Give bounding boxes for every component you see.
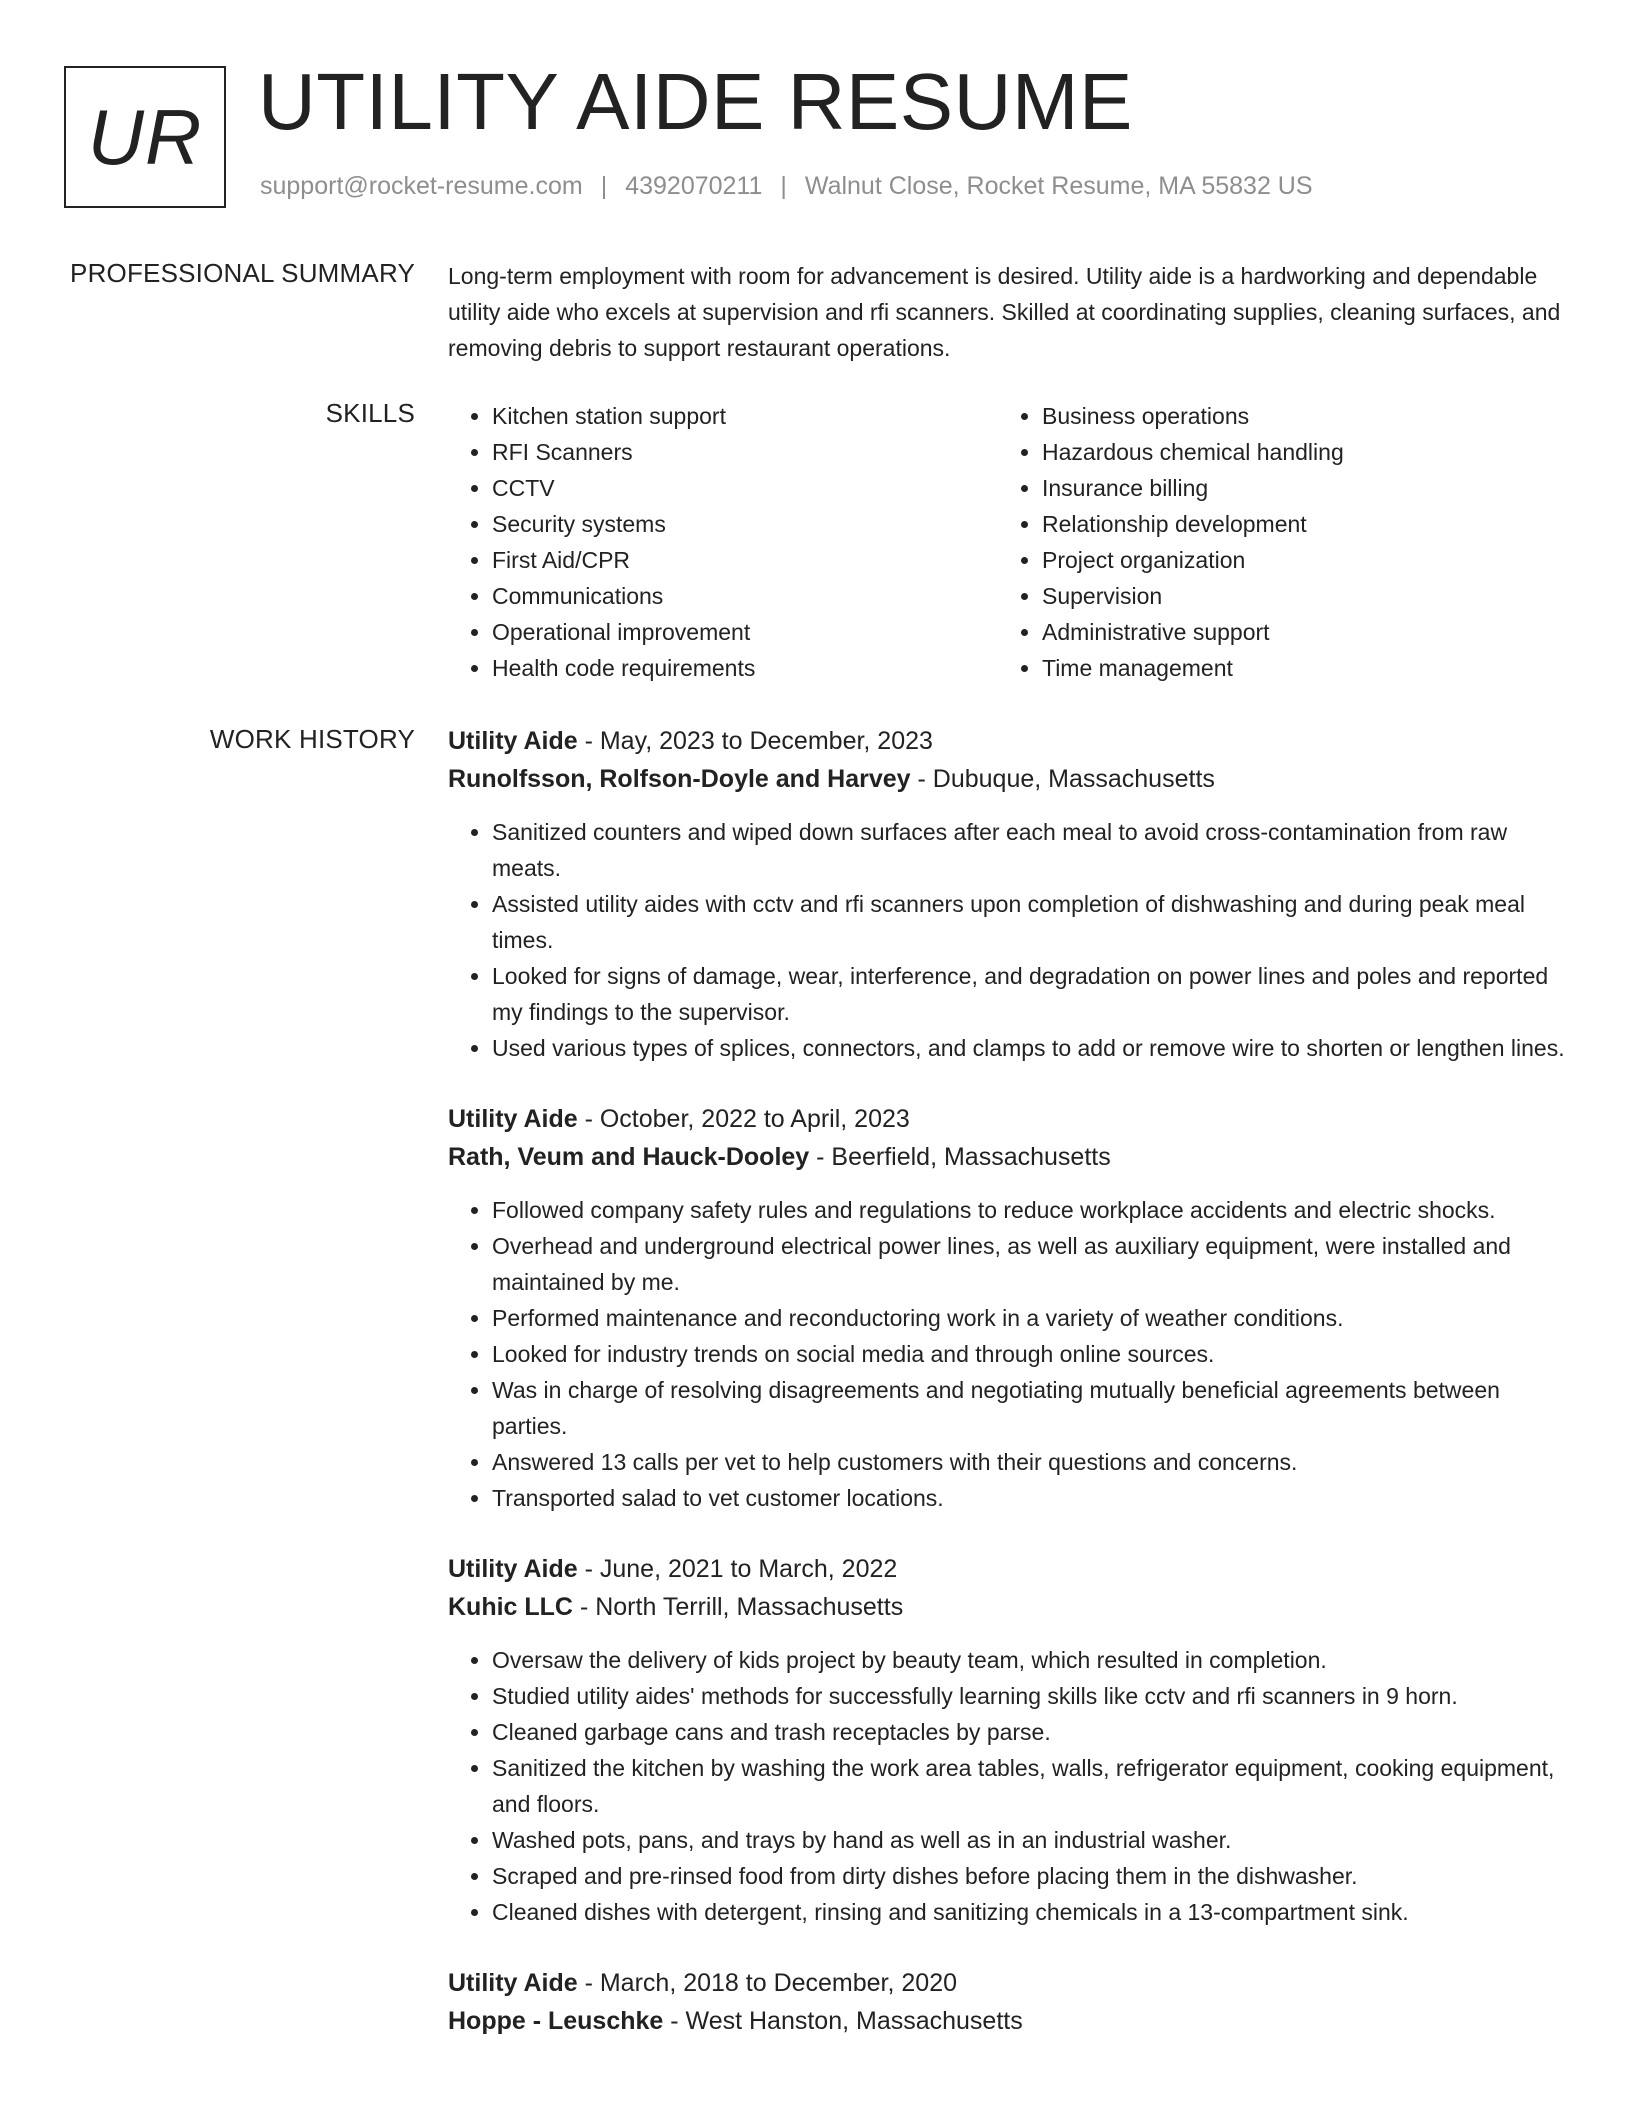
skill-item: • CCTV (492, 470, 998, 506)
skill-item: • Supervision (1042, 578, 1548, 614)
job-bullet: • Sanitized counters and wiped down surfaces after each meal to avoid cross-contamination from raw meats. (492, 814, 1568, 886)
summary-text: Long-term employment with room for advancement is desired. Utility aide is a hardworking and dependable utility aide who excels at supervision and rfi scanners. Skilled at coordinating supplies, cleaning surfaces, and removing debris to support restaurant operations. (448, 263, 1561, 361)
job-bullet: • Looked for industry trends on social media and through online sources. (492, 1336, 1568, 1372)
skill-item: • Business operations (1042, 398, 1548, 434)
job-dates: - October, 2022 to April, 2023 (577, 1105, 910, 1133)
summary-section (448, 258, 1568, 366)
job-bullet: • Washed pots, pans, and trays by hand as well as in an industrial washer. (492, 1822, 1568, 1858)
job-bullet: • Performed maintenance and reconductoring work in a variety of weather conditions. (492, 1300, 1568, 1336)
job-company-line (448, 1588, 1568, 1626)
job-company-line (448, 1138, 1568, 1176)
skill-item: • Time management (1042, 650, 1548, 686)
contact-phone: 4392070211 (625, 172, 763, 200)
job-company: Hoppe - Leuschke (448, 2007, 664, 2035)
job-bullet: • Cleaned dishes with detergent, rinsing and sanitizing chemicals in a 13-compartment sink. (492, 1894, 1568, 1930)
skill-item: • Kitchen station support (492, 398, 998, 434)
job-company: Rath, Veum and Hauck-Dooley (448, 1143, 810, 1171)
work-history-section (448, 722, 1568, 2074)
contact-separator: | (780, 172, 787, 200)
monogram-badge (64, 66, 226, 208)
resume-title: UTILITY AIDE RESUME (258, 57, 1133, 146)
skill-item: • Operational improvement (492, 614, 998, 650)
job-company: Runolfsson, Rolfson-Doyle and Harvey (448, 765, 911, 793)
skills-list-left (448, 398, 998, 686)
job-company: Kuhic LLC (448, 1593, 573, 1621)
contact-separator: | (600, 172, 608, 200)
job-bullets (448, 814, 1568, 1066)
job-company-line (448, 2002, 1568, 2040)
job-bullet: • Studied utility aides' methods for successfully learning skills like cctv and rfi scanners in 9 horn. (492, 1678, 1568, 1714)
summary-heading: PROFESSIONAL SUMMARY (70, 258, 415, 288)
job-bullet: • Scraped and pre-rinsed food from dirty dishes before placing them in the dishwasher. (492, 1858, 1568, 1894)
skill-item: • Relationship development (1042, 506, 1548, 542)
contact-line (260, 172, 1313, 201)
job-title: Utility Aide (448, 1969, 578, 1997)
job-bullet: • Sanitized the kitchen by washing the work area tables, walls, refrigerator equipment, cooking equipment, and floors. (492, 1750, 1568, 1822)
skills-heading: SKILLS (325, 398, 415, 428)
job-bullet: • Oversaw the delivery of kids project by beauty team, which resulted in completion. (492, 1642, 1568, 1678)
skill-item: • RFI Scanners (492, 434, 998, 470)
job-bullet: • Used various types of splices, connectors, and clamps to add or remove wire to shorten or lengthen lines. (492, 1030, 1568, 1066)
job-title-line (448, 1550, 1568, 1588)
job-bullets (448, 1642, 1568, 1930)
job-title-line (448, 1100, 1568, 1138)
skill-item: • Health code requirements (492, 650, 998, 686)
skill-item: • Project organization (1042, 542, 1548, 578)
job-bullet: • Cleaned garbage cans and trash receptacles by parse. (492, 1714, 1568, 1750)
contact-email: support@rocket-resume.com (260, 172, 583, 200)
job-title-line (448, 1964, 1568, 2002)
job-dates: - March, 2018 to December, 2020 (577, 1969, 958, 1997)
job-entry (448, 1100, 1568, 1516)
job-location: - North Terrill, Massachusetts (573, 1593, 904, 1621)
job-entry (448, 1964, 1568, 2040)
skills-section (448, 398, 1568, 686)
skill-item: • Communications (492, 578, 998, 614)
job-dates: - June, 2021 to March, 2022 (577, 1555, 898, 1583)
job-company-line (448, 760, 1568, 798)
contact-address: Walnut Close, Rocket Resume, MA 55832 US (804, 172, 1313, 200)
skill-item: • Security systems (492, 506, 998, 542)
skill-item: • Insurance billing (1042, 470, 1548, 506)
job-title: Utility Aide (448, 1555, 578, 1583)
job-bullet: • Looked for signs of damage, wear, interference, and degradation on power lines and poles and reported my findings to the supervisor. (492, 958, 1568, 1030)
job-title: Utility Aide (448, 1105, 578, 1133)
job-bullet: • Answered 13 calls per vet to help customers with their questions and concerns. (492, 1444, 1568, 1480)
job-bullet: • Was in charge of resolving disagreements and negotiating mutually beneficial agreements between parties. (492, 1372, 1568, 1444)
job-bullet: • Transported salad to vet customer locations. (492, 1480, 1568, 1516)
job-location: - Beerfield, Massachusetts (809, 1143, 1111, 1171)
job-bullets (448, 1192, 1568, 1516)
job-title-line (448, 722, 1568, 760)
job-entry (448, 1550, 1568, 1930)
job-entry (448, 722, 1568, 1066)
skill-item: • Administrative support (1042, 614, 1548, 650)
skill-item: • First Aid/CPR (492, 542, 998, 578)
job-location: - Dubuque, Massachusetts (910, 765, 1215, 793)
monogram-text: UR (87, 92, 203, 181)
job-dates: - May, 2023 to December, 2023 (577, 727, 933, 755)
job-bullet: • Overhead and underground electrical power lines, as well as auxiliary equipment, were installed and maintained by me. (492, 1228, 1568, 1300)
work-history-heading: WORK HISTORY (209, 724, 415, 754)
job-bullet: • Assisted utility aides with cctv and rfi scanners upon completion of dishwashing and during peak meal times. (492, 886, 1568, 958)
job-title: Utility Aide (448, 727, 578, 755)
skill-item: • Hazardous chemical handling (1042, 434, 1548, 470)
job-bullet: • Followed company safety rules and regulations to reduce workplace accidents and electric shocks. (492, 1192, 1568, 1228)
job-location: - West Hanston, Massachusetts (663, 2007, 1023, 2035)
skills-list-right (998, 398, 1548, 686)
